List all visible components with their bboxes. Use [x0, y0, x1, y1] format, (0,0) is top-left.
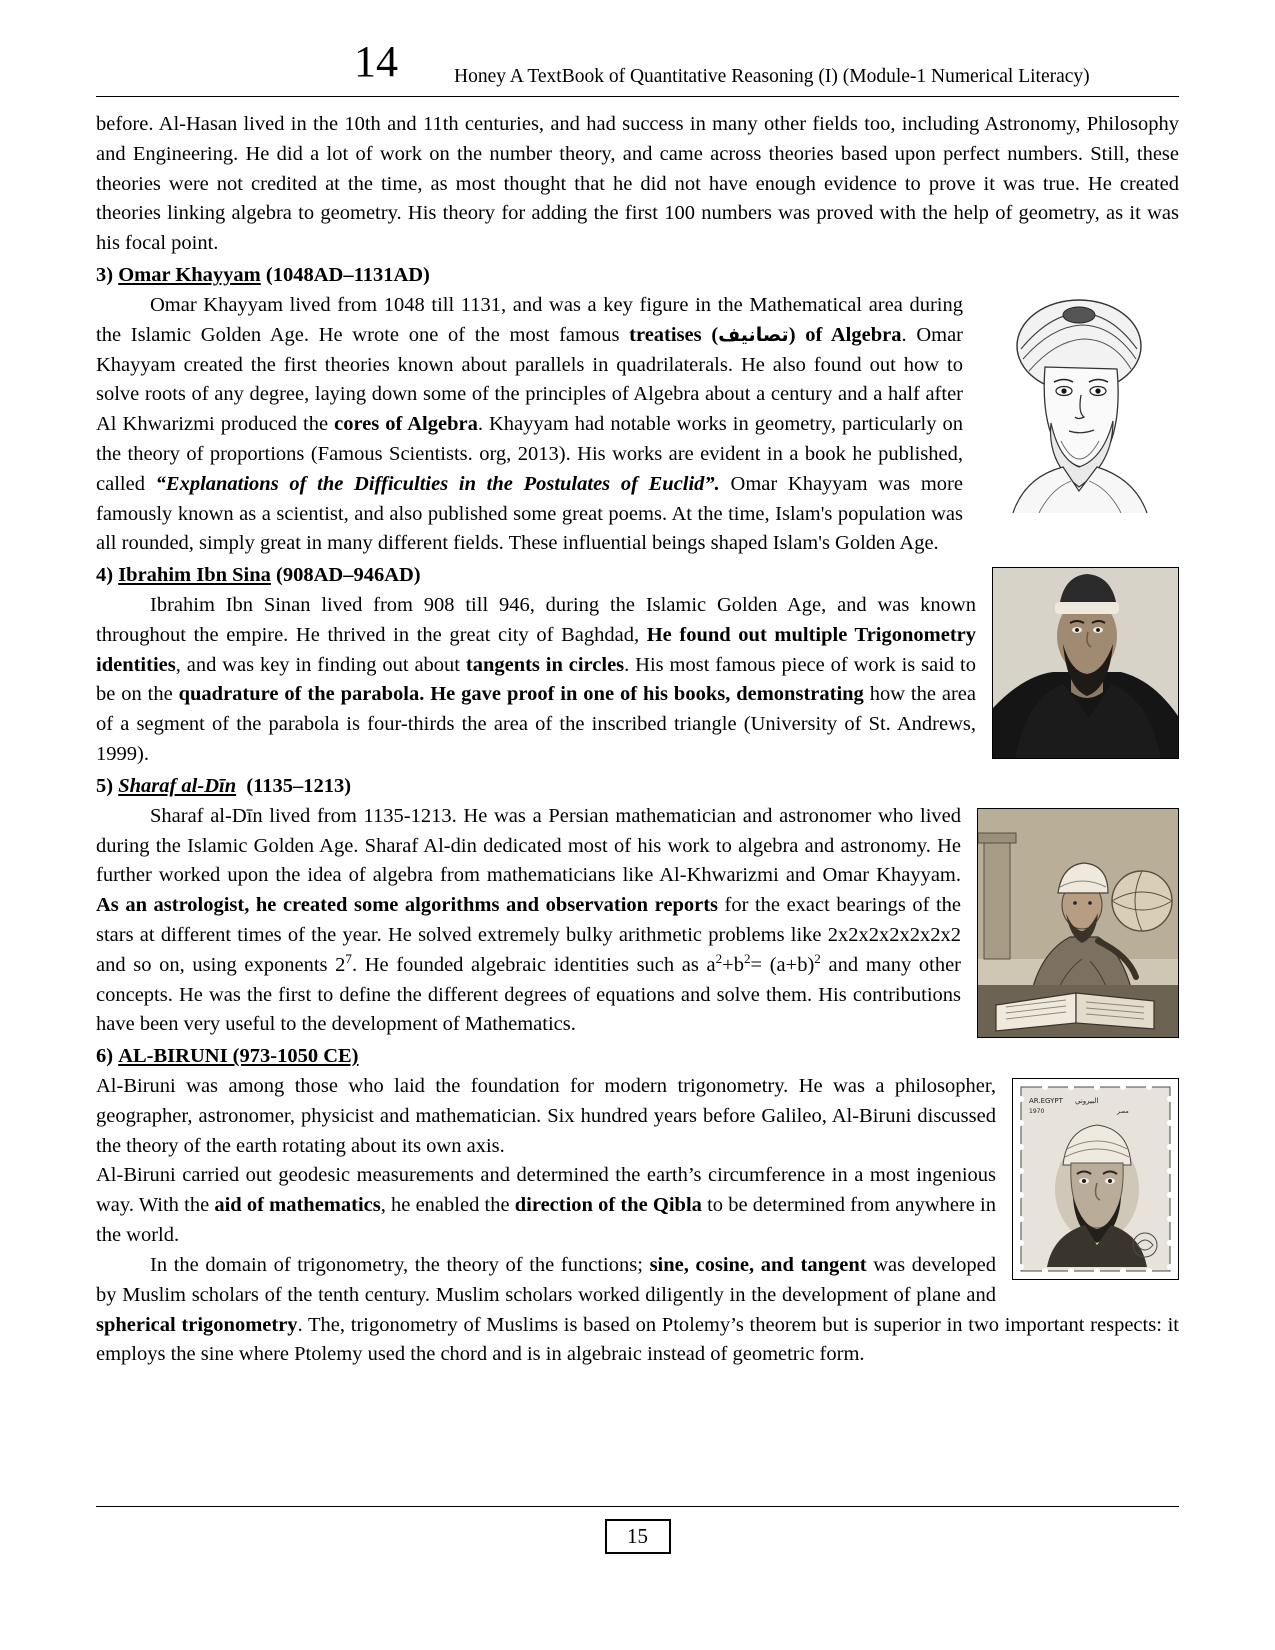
biruni2-text-a: Al-Biruni carried out geodesic measurements and determined the earth’s circumference in a most ingenious way. With the	[96, 1164, 996, 1217]
biruni3-text-c: was developed by Muslim scholars of the tenth century. Muslim scholars worked diligently in the development of plane and	[96, 1253, 997, 1306]
section-heading-6	[96, 1042, 1179, 1072]
biruni3-text-a: In the domain of trigonometry, the theory of the functions;	[150, 1253, 650, 1276]
svg-text:AR.EGYPT: AR.EGYPT	[1029, 1097, 1063, 1105]
khayyam-text-a: Omar Khayyam lived from 1048 till 1131, and was a key figure in the Mathematical area during the Islamic Golden Age. He wrote one of the most famous	[96, 293, 963, 346]
sharaf-text-f: = (a+b)	[750, 953, 815, 976]
section-heading-5	[96, 772, 1179, 802]
sharaf-text-e: +b	[722, 953, 744, 976]
header-divider	[96, 96, 1179, 97]
sharaf-al-din-art	[978, 809, 1178, 1037]
header-title: Honey A TextBook of Quantitative Reasoning (I) (Module-1 Numerical Literacy)	[454, 66, 1090, 87]
ibnsina-text-e: how the area of a segment of the parabola is four-thirds the area of the inscribed triangle (University of St. Andrews, 1999).	[96, 683, 976, 766]
section-heading-3	[96, 261, 1179, 291]
figure-omar-khayyam-portrait	[992, 567, 1179, 759]
section-name-4: Ibrahim Ibn Sina	[118, 564, 271, 587]
al-biruni-stamp-art	[1013, 1079, 1178, 1279]
figure-omar-khayyam-drawing	[979, 291, 1179, 513]
sharaf-text-c: for the exact bearings of the stars at different times of the year. He solved extremely bulky arithmetic problems like 2x2x2x2x2x2x2 and so on, using exponents 2	[96, 894, 961, 976]
page-footer	[96, 1506, 1179, 1555]
page-header	[96, 38, 1179, 100]
section-dates-5: (1135–1213)	[246, 774, 352, 797]
biruni2-text-c: , he enabled the	[380, 1194, 515, 1217]
biruni2-text-d: to be determined from anywhere in the world.	[96, 1194, 996, 1247]
svg-text:مصر: مصر	[1117, 1108, 1129, 1115]
paragraph-biruni-1: Al-Biruni was among those who laid the foundation for modern trigonometry. He was a philosopher, geographer, astronomer, physicist and mathematician. Six hundred years before Galileo, Al-Biruni discussed the theory of the earth rotating about its own axis.	[96, 1075, 996, 1157]
khayyam-arabic-word: تصانيف	[718, 323, 789, 346]
footer-divider	[96, 1506, 1179, 1507]
section-name-6: AL-BIRUNI (973-1050 CE)	[118, 1045, 359, 1068]
svg-text:1970: 1970	[1029, 1108, 1045, 1115]
ibnsina-bold-3: quadrature of the parabola. He gave proof in one of his books, demonstrating	[178, 683, 864, 706]
khayyam-algebra-label: ) of Algebra	[788, 323, 902, 346]
biruni3-bold-2: spherical trigonometry	[96, 1313, 298, 1336]
khayyam-treatises-label: treatises (	[629, 323, 719, 346]
sharaf-sup-2: 2	[743, 950, 751, 966]
section-name-3: Omar Khayyam	[118, 264, 261, 287]
section-name-5: Sharaf al-Dīn	[118, 774, 237, 797]
figure-sharaf-al-din	[977, 808, 1179, 1038]
khayyam-cores-label: cores of Algebra	[334, 413, 478, 436]
biruni3-bold-1: sine, cosine, and tangent	[649, 1253, 867, 1276]
svg-text:البيروني: البيروني	[1075, 1097, 1099, 1105]
ibnsina-bold-2: tangents in circles	[465, 653, 625, 676]
sharaf-sup-3: 2	[814, 950, 821, 966]
section-number-6: 6)	[96, 1045, 114, 1068]
biruni3-text-d: . The, trigonometry of Muslims is based on Ptolemy’s theorem but is superior in two important respects: it employs the sine where Ptolemy used the chord and is in algebraic instead of geometric form.	[96, 1313, 1179, 1366]
omar-khayyam-drawing-art	[979, 291, 1179, 513]
page-content	[96, 100, 1179, 1370]
section-number-3: 3)	[96, 264, 114, 287]
sharaf-text-d: . He founded algebraic identities such as a	[351, 953, 716, 976]
biruni2-bold-2: direction of the Qibla	[514, 1194, 702, 1217]
ibnsina-text-c: , and was key in finding out about	[175, 653, 466, 676]
ibnsina-bold-1: He found out multiple Trigonometry identities	[96, 623, 977, 676]
paragraph-intro: before. Al-Hasan lived in the 10th and 11th centuries, and had success in many other fields too, including Astronomy, Philosophy and Engineering. He did a lot of work on the number theory, and came across theories based upon perfect numbers. Still, these theories were not credited at the time, as most thought that he did not have enough evidence to prove it was true. He created theories linking algebra to geometry. His theory for adding the first 100 numbers was proved with the help of geometry, as it was his focal point.	[96, 113, 1179, 255]
section-number-5: 5)	[96, 774, 114, 797]
footer-page-number: 15	[605, 1519, 671, 1555]
section-dates-3: (1048AD–1131AD)	[265, 264, 430, 287]
khayyam-book-title: “Explanations of the Difficulties in the Postulates of Euclid”.	[155, 472, 720, 495]
header-page-number: 14	[354, 37, 398, 86]
ibnsina-text-d: . His most famous piece of work is said to be on the	[96, 653, 977, 706]
omar-khayyam-portrait-art	[993, 568, 1178, 758]
sharaf-bold-1: As an astrologist, he created some algorithms and observation reports	[96, 894, 718, 917]
khayyam-text-c: . Khayyam had notable works in geometry, particularly on the theory of proportions (Famous Scientists. org, 2013). His works are evident in a book he published, called	[96, 413, 963, 495]
khayyam-text-d: Omar Khayyam was more famously known as a scientist, and also published some great poems. At the time, Islam's population was all rounded, simply great in many different fields. These influential beings shaped Islam's Golden Age.	[96, 472, 963, 555]
figure-al-biruni-stamp	[1012, 1078, 1179, 1280]
sharaf-sup-1: 2	[715, 950, 723, 966]
sharaf-text-a: Sharaf al-Dīn lived from 1135-1213. He was a Persian mathematician and astronomer who lived during the Islamic Golden Age. Sharaf Al-din dedicated most of his work to algebra and astronomy. He further worked upon the idea of algebra from mathematicians like Al-Khwarizmi and Omar Khayyam.	[96, 804, 961, 887]
khayyam-text-b: . Omar Khayyam created the first theories known about parallels in quadrilaterals. He also found out how to solve roots of any degree, laying down some of the principles of Algebra about a century and a half after Al Khwarizmi produced the	[96, 323, 963, 436]
ibnsina-text-a: Ibrahim Ibn Sinan lived from 908 till 946, during the Islamic Golden Age, and was known throughout the empire. He thrived in the great city of Baghdad,	[96, 594, 976, 646]
section-number-4: 4)	[96, 564, 114, 587]
biruni2-bold-1: aid of mathematics	[214, 1194, 381, 1217]
sharaf-exponent-7: 7	[345, 950, 352, 966]
section-dates-4: (908AD–946AD)	[276, 564, 421, 587]
sharaf-text-g: and many other concepts. He was the first to define the different degrees of equations and solve them. His contributions have been very useful to the development of Mathematics.	[96, 953, 961, 1036]
